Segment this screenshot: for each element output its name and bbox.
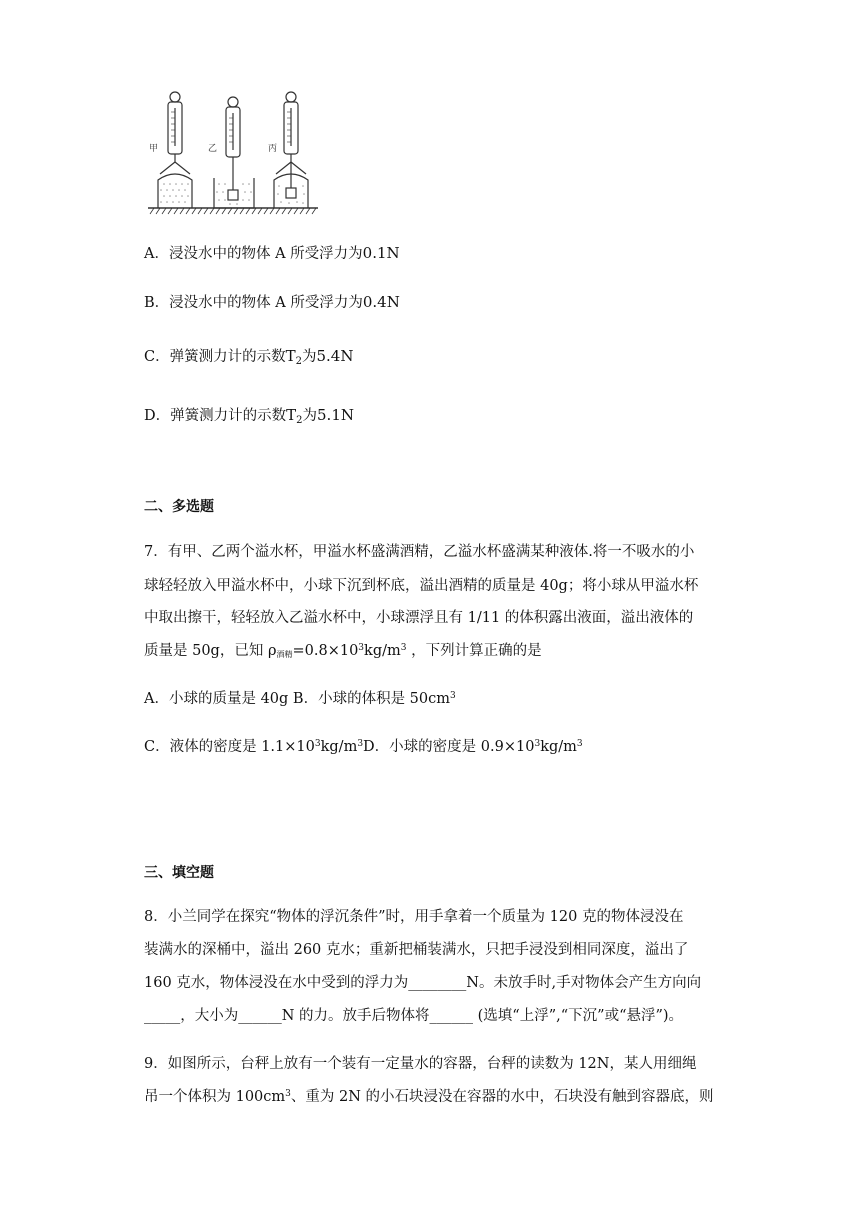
- figure-label-yi: 乙: [208, 144, 218, 154]
- q8-line-4: _____，大小为______N 的力。放手后物体将______ (选填“上浮”,“下沉”或“悬浮”)。: [144, 1008, 684, 1024]
- q6-option-d: D．弹簧测力计的示数$T_2$为5.1N: [144, 406, 354, 426]
- q7-options-cd: C．液体的密度是 $1.1\times 10^3kg/m^3D$．小球的密度是 $0.9\times 10^3kg/m^3$: [144, 739, 583, 755]
- q6-option-c: C．弹簧测力计的示数$T_2$为5.4N: [144, 347, 354, 367]
- q7-options-ab: A．小球的质量是 40g B．小球的体积是 $50cm^3$: [144, 691, 456, 707]
- q7-line-1: 7．有甲、乙两个溢水杯，甲溢水杯盛满酒精，乙溢水杯盛满某种液体.将一不吸水的小: [144, 544, 695, 560]
- q6-option-a: A．浸没水中的物体 A 所受浮力为0.1N: [144, 244, 400, 262]
- q6-option-b: B．浸没水中的物体 A 所受浮力为0.4N: [144, 293, 400, 311]
- q8-line-3: 160 克水，物体浸没在水中受到的浮力为________N。未放手时,手对物体会产生方向向: [144, 975, 702, 991]
- spring-scale-figure: [144, 88, 322, 216]
- figure-label-jia: 甲: [149, 144, 159, 154]
- q9-line-1: 9．如图所示，台秤上放有一个装有一定量水的容器，台秤的读数为 12N，某人用细绳: [144, 1056, 697, 1072]
- q8-line-2: 装满水的深桶中，溢出 260 克水；重新把桶装满水，只把手浸没到相同深度，溢出了: [144, 942, 689, 958]
- q7-line-2: 球轻轻放入甲溢水杯中，小球下沉到杯底，溢出酒精的质量是 40g；将小球从甲溢水杯: [144, 578, 699, 594]
- figure-label-bing: 丙: [268, 144, 278, 154]
- section-heading-fill-blank: 三、填空题: [144, 865, 214, 881]
- section-heading-multi-choice: 二、多选题: [144, 499, 214, 515]
- q7-line-4: 质量是 50g，已知 $\rho_{酒精}=0.8\times 10^3kg/m^3$ ，下列计算正确的是: [144, 643, 542, 659]
- q8-line-1: 8．小兰同学在探究“物体的浮沉条件”时，用手拿着一个质量为 120 克的物体浸没在: [144, 909, 684, 925]
- q9-line-2: 吊一个体积为 $100cm^3$、重为 2N 的小石块浸没在容器的水中，石块没有触到容器底，则: [144, 1089, 714, 1105]
- q7-line-3: 中取出擦干，轻轻放入乙溢水杯中，小球漂浮且有 1/11 的体积露出液面，溢出液体的: [144, 610, 694, 626]
